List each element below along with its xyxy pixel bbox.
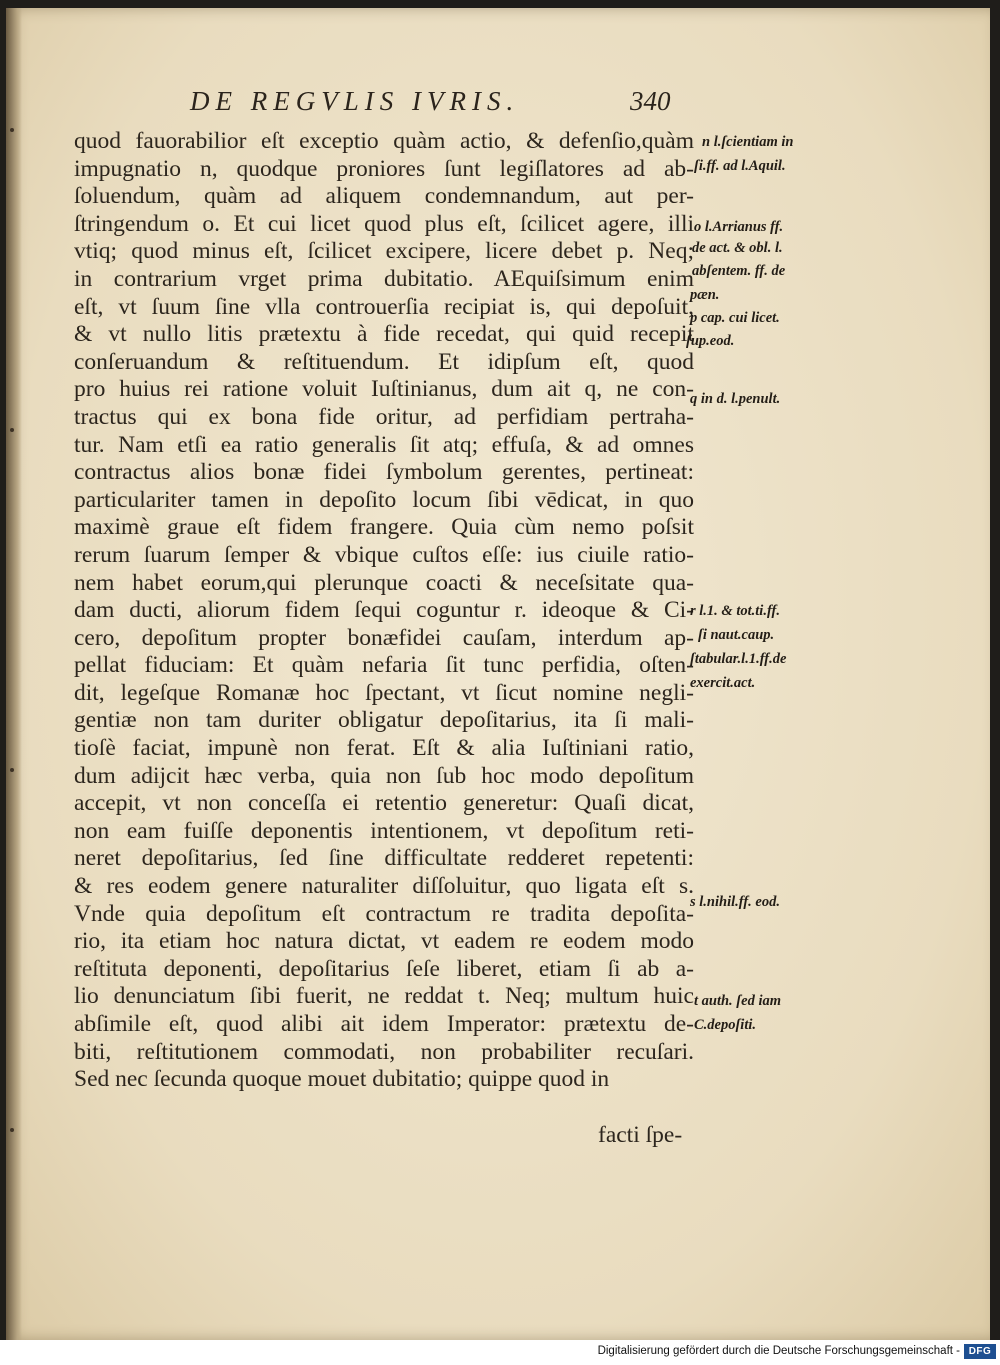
marginal-note: ſtabular.l.1.ff.de [690, 651, 787, 667]
marginal-note: ſup.eod. [686, 333, 735, 349]
marginal-note: s l.nihil.ff. eod. [690, 894, 780, 910]
digitization-footer [0, 1340, 1000, 1365]
binding-gutter [6, 8, 22, 1340]
text-line: ſoluendum, quàm ad aliquem condemnandum, aut per- [74, 183, 694, 210]
marginal-note: abſentem. ff. de [692, 263, 786, 279]
running-head: DE REGVLIS IVRIS. [190, 86, 520, 116]
text-line: conſeruandum & reſtituendum. Et idipſum eſt, quod [74, 348, 694, 375]
text-line: vtiq; quod minus eſt, ſcilicet excipere, licere debet p. Neq; [74, 238, 694, 265]
text-line: tractus qui ex bona fide oritur, ad perfidiam pertraha- [74, 403, 694, 430]
text-line: accepit, vt non conceſſa ei retentio generetur: Quaſi dicat, [74, 790, 694, 817]
text-line: abſimile eſt, quod alibi ait idem Imperator: prætextu de- [74, 1011, 694, 1037]
catchword: facti ſpe- [598, 1122, 683, 1148]
text-line: neret depoſitarius, ſed ſine difficultate redderet repetenti: [74, 845, 694, 872]
stitch-hole [10, 428, 14, 432]
text-line: reſtituta deponenti, depoſitarius ſeſe liberet, etiam ſi ab a- [74, 955, 694, 982]
marginal-note: r l.1. & tot.ti.ff. [690, 603, 780, 619]
text-line: maximè graue eſt fidem frangere. Quia cùm nemo poſsit [74, 514, 694, 541]
text-line: eſt, vt ſuum ſine vlla controuerſia recipiat is, qui depoſuit, [74, 293, 694, 320]
text-line: quod fauorabilior eſt exceptio quàm actio, & defenſio,quàm [74, 128, 694, 154]
text-line: lio denunciatum ſibi fuerit, ne reddat t. Neq; multum huic [74, 983, 694, 1010]
marginal-note: t auth. ſed iam [694, 993, 782, 1009]
text-line: & vt nullo litis prætextu à fide recedat, qui quid recepit [74, 321, 694, 348]
text-line: tioſè faciat, impunè non ferat. Eſt & alia Iuſtiniani ratio, [74, 735, 694, 762]
text-line: dit, legeſque Romanæ hoc ſpectant, vt ſicut nomine negli- [74, 679, 694, 706]
marginal-note: o l.Arrianus ff. [694, 219, 784, 235]
text-line: rerum ſuarum ſemper & vbique cuſtos eſſe: ius ciuile ratio- [74, 541, 694, 568]
marginal-note: exercit.act. [690, 675, 756, 691]
stitch-hole [10, 768, 14, 772]
marginal-note: ſi.ff. ad l.Aquil. [694, 158, 786, 174]
text-line: impugnatio n, quodque proniores ſunt legiſlatores ad ab- [74, 155, 694, 182]
text-line: Vnde quia depoſitum eſt contractum re tradita depoſita- [74, 900, 694, 927]
funding-credit: Digitalisierung gefördert durch die Deutsche Forschungsgemeinschaft - [597, 1345, 960, 1357]
stitch-hole [10, 1128, 14, 1132]
page-number: 340 [630, 86, 671, 116]
marginal-note: pæn. [690, 287, 720, 303]
text-line: dam ducti, aliorum fidem ſequi coguntur r. ideoque & Ci- [74, 597, 694, 624]
marginal-note: n l.ſcientiam in [702, 134, 794, 150]
marginal-note: C.depoſiti. [694, 1017, 757, 1033]
text-line: biti, reſtitutionem commodati, non probabiliter recuſari. [74, 1038, 694, 1065]
text-line: pro huius rei ratione voluit Iuſtinianus, dum ait q, ne con- [74, 376, 694, 403]
text-line: cero, depoſitum propter bonæfidei cauſam, interdum ap- [74, 624, 694, 651]
text-line: rio, ita etiam hoc natura dictat, vt eadem re eodem modo [74, 928, 694, 955]
text-line: dum adijcit hæc verba, quia non ſub hoc modo depoſitum [74, 762, 694, 789]
text-line: pellat fiduciam: Et quàm nefaria ſit tunc perfidia, oſten- [74, 652, 694, 679]
marginal-note: p cap. cui licet. [690, 310, 780, 326]
text-line: & res eodem genere naturaliter diſſoluitur, quo ligata eſt s. [74, 873, 694, 900]
text-line: gentiæ non tam duriter obligatur depoſitarius, ita ſi mali- [74, 707, 694, 734]
text-line: ſtringendum o. Et cui licet quod plus eſt, ſcilicet agere, illi [74, 210, 694, 237]
text-line: contractus alios bonæ fidei ſymbolum gerentes, pertineat: [74, 459, 694, 486]
marginal-note: q in d. l.penult. [690, 391, 781, 407]
text-line: in contrarium vrget prima dubitatio. AEquiſsimum enim [74, 265, 694, 292]
stitch-hole [10, 128, 14, 132]
marginal-note: de act. & obl. l. [692, 240, 783, 256]
text-line: Sed nec ſecunda quoque mouet dubitatio; quippe quod in [74, 1066, 610, 1093]
dfg-logo: DFG [964, 1344, 996, 1359]
text-line: particulariter tamen in depoſito locum ſibi vēdicat, in quo [74, 486, 694, 513]
marginal-note: ſi naut.caup. [698, 627, 775, 643]
text-line: nem habet eorum,qui plerunque coacti & neceſsitate qua- [74, 569, 694, 596]
text-line: tur. Nam etſi ea ratio generalis ſit atq; effuſa, & ad omnes [74, 431, 694, 458]
text-line: non eam fuiſſe deponentis intentionem, vt depoſitum reti- [74, 817, 694, 844]
body-text [74, 128, 694, 1094]
